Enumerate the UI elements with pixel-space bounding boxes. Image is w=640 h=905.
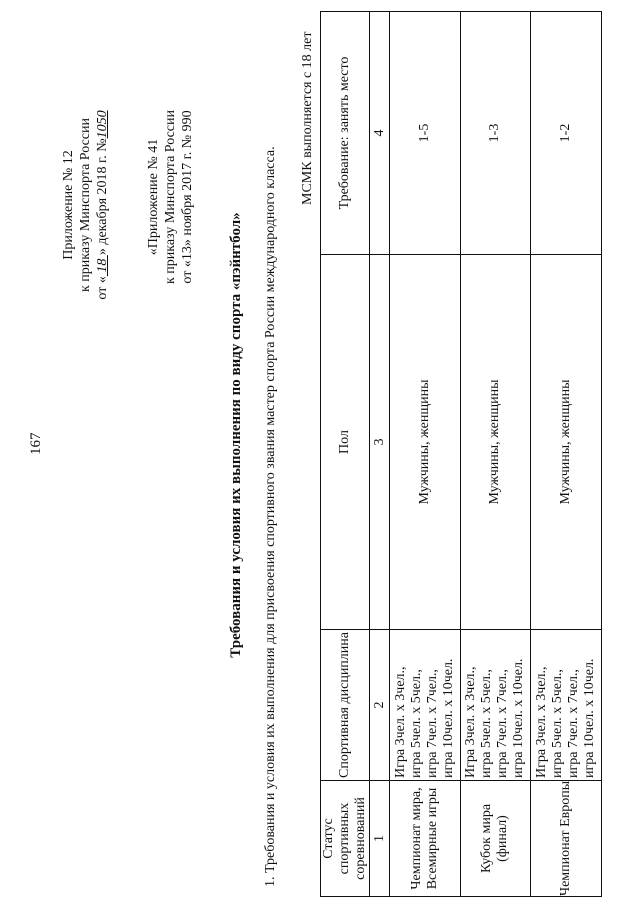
discipline-cell: Игра 3чел. х 3чел., игра 5чел. х 5чел., игра 7чел. х 7чел., игра 10чел. х 10чел.: [460, 630, 531, 781]
header-discipline: Спортивная дисциплина: [321, 630, 370, 781]
place-cell: 1-5: [390, 12, 461, 255]
gender-cell: Мужчины, женщины: [390, 255, 461, 630]
col-number: 4: [370, 12, 390, 255]
table-row: [460, 12, 531, 897]
appendix-new-number: Приложение № 12: [61, 150, 76, 260]
document-title: Требования и условия их выполнения по виду спорта «пэйнтбол»: [228, 212, 244, 658]
header-requirement: Требование: занять место: [321, 12, 370, 255]
appendix-new-day: 18: [95, 255, 110, 277]
age-note: МСМК выполняется с 18 лет: [300, 31, 315, 205]
discipline-cell: Игра 3чел. х 3чел., игра 5чел. х 5чел., игра 7чел. х 7чел., игра 10чел. х 10чел.: [531, 630, 602, 781]
gender-cell: Мужчины, женщины: [460, 255, 531, 630]
appendix-new-block: [60, 85, 111, 325]
appendix-new-order-number: 1050: [95, 110, 110, 139]
appendix-old-block: [145, 77, 196, 317]
col-number: 2: [370, 630, 390, 781]
appendix-new-date: от « 18 » декабря 2018 г. №1050: [95, 110, 110, 300]
table-row: [531, 12, 602, 897]
intro-paragraph: 1. Требования и условия их выполнения для присвоения спортивного звания мастер спорта России международного класса.: [263, 146, 278, 887]
appendix-new-order: к приказу Минспорта России: [78, 118, 93, 292]
status-cell: Чемпионат мира, Всемирные игры: [390, 781, 461, 897]
requirements-table: [320, 11, 602, 897]
table-header-row: [321, 12, 370, 897]
page-number: 167: [28, 432, 44, 455]
status-cell: Кубок мира (финал): [460, 781, 531, 897]
table-row: [390, 12, 461, 897]
col-number: 3: [370, 255, 390, 630]
header-status: Статус спортивных соревнований: [321, 781, 370, 897]
discipline-cell: Игра 3чел. х 3чел., игра 5чел. х 5чел., игра 7чел. х 7чел., игра 10чел. х 10чел.: [390, 630, 461, 781]
status-cell: Чемпионат Европы: [531, 781, 602, 897]
place-cell: 1-3: [460, 12, 531, 255]
place-cell: 1-2: [531, 12, 602, 255]
gender-cell: Мужчины, женщины: [531, 255, 602, 630]
col-number: 1: [370, 781, 390, 897]
appendix-old-date: от «13» ноября 2017 г. № 990: [180, 110, 195, 284]
header-gender: Пол: [321, 255, 370, 630]
appendix-old-number: «Приложение № 41: [146, 138, 161, 256]
appendix-old-order: к приказу Минспорта России: [163, 110, 178, 284]
table-column-numbers-row: [370, 12, 390, 897]
